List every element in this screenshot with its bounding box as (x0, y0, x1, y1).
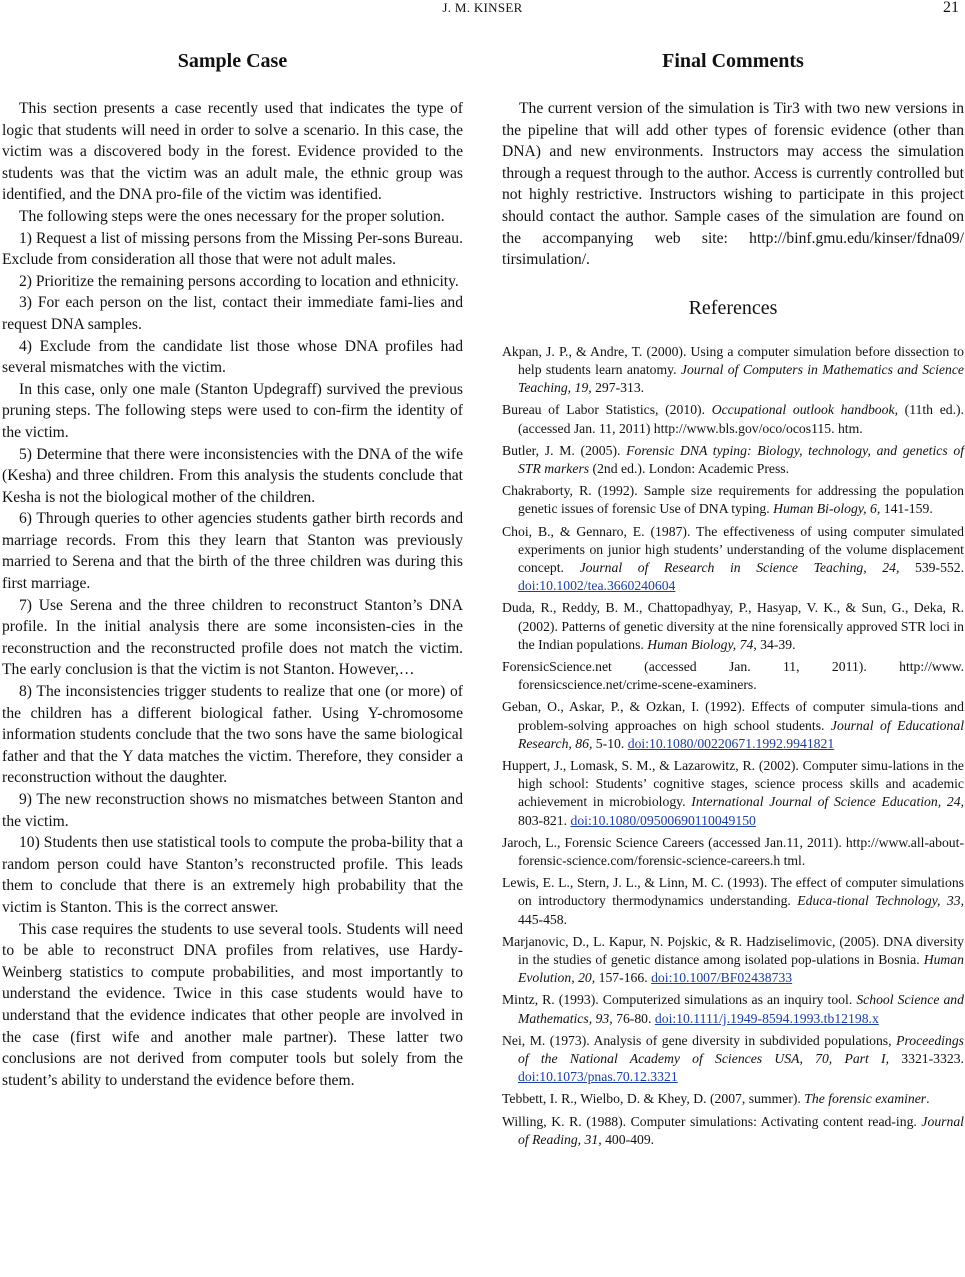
reference-pages: 5-10. (592, 735, 628, 751)
running-header-author: J. M. KINSER (442, 0, 523, 15)
body-paragraph: 9) The new reconstruction shows no mismatches between Stanton and the victim. (2, 791, 463, 830)
reference-item (502, 757, 964, 830)
reference-item (502, 343, 964, 398)
reference-text: Willing, K. R. (1988). Computer simulations: Activating content read-ing. (502, 1113, 922, 1129)
reference-text: Geban, O., Askar, P., & Ozkan, I. (1992). Effects of computer simula-tions and problem-solving approaches on high school students. (502, 699, 964, 733)
reference-text: ForensicScience.net (accessed Jan. 11, 2011). http://www. forensicscience.net/crime-scene-examiners. (502, 659, 964, 693)
section-title-sample-case: Sample Case (177, 50, 288, 72)
reference-text: Mintz, R. (1993). Computerized simulations as an inquiry tool. (502, 992, 857, 1008)
reference-item (502, 834, 964, 870)
reference-pages: 539-552. (899, 559, 965, 575)
reference-pages: 803-821. (518, 812, 571, 828)
reference-source: Human Biology, 74, (647, 636, 757, 652)
reference-item (502, 1032, 964, 1087)
reference-pages: 297-313. (591, 380, 645, 396)
reference-text: Duda, R., Reddy, B. M., Chattopadhyay, P., Hasyap, V. K., & Sun, G., Deka, R. (2002). Patterns of genetic diversity at the nine forensically approved STR loci in the Indian populations. (502, 600, 964, 652)
sample-case-body (2, 98, 463, 1091)
reference-pages: 76-80. (612, 1010, 655, 1026)
reference-doi-link[interactable]: doi:10.1002/tea.3660240604 (518, 578, 676, 594)
reference-list (502, 343, 964, 1149)
reference-doi-link[interactable]: doi:10.1111/j.1949-8594.1993.tb12198.x (654, 1010, 879, 1026)
body-paragraph: 4) Exclude from the candidate list those whose DNA profiles had several mismatches with the victim. (2, 337, 463, 377)
reference-item (502, 991, 964, 1027)
body-paragraph: 2) Prioritize the remaining persons according to location and ethnicity. (19, 272, 459, 290)
body-paragraph: 8) The inconsistencies trigger students to realize that one (or more) of the children has a different biological father. Using Y-chromosome information students conclude that the two sons have the same biological father and that the Y data matches the victim. Therefore, they consider a reconstruction without the daughter. (2, 683, 463, 787)
reference-item (502, 658, 964, 694)
reference-pages: 34-39. (756, 636, 796, 652)
reference-pages: , (11th ed.). (accessed Jan. 11, 2011) http://www.bls.gov/oco/ocos115. htm. (518, 402, 965, 436)
body-paragraph: 6) Through queries to other agencies students gather birth records and marriage records. From this they learn that Stanton was previously married to Serena and that the birth of the three children was during this first marriage. (2, 510, 463, 593)
reference-text: Jaroch, L., Forensic Science Careers (accessed Jan.11, 2011). http://www.all-about-forensic-science.com/forensic-science-careers.h tml. (502, 834, 964, 869)
body-paragraph: In this case, only one male (Stanton Updegraff) survived the previous pruning steps. The following steps were used to con-firm the identity of the victim. (2, 380, 463, 441)
body-paragraph: This case requires the students to use several tools. Students will need to be able to reconstruct DNA profiles from relatives, use Hardy-Weinberg statistics to compute probabilities, and most importantly to understand the evidence. Twice in this case students would have to understand that the evidence indicates that other people are involved in the case (first wife and another male partner). These latter two conclusions are not derived from computer tools but solely from the student’s ability to understand the evidence before them. (2, 920, 463, 1089)
reference-item (502, 599, 964, 654)
body-paragraph: The following steps were the ones necessary for the proper solution. (19, 207, 445, 225)
reference-doi-link[interactable]: doi:10.1073/pnas.70.12.3321 (518, 1069, 678, 1085)
reference-doi-link[interactable]: doi:10.1080/00220671.1992.9941821 (627, 735, 835, 751)
reference-pages: . (926, 1091, 930, 1107)
reference-source: Journal of Educational Research, 86, (518, 717, 964, 751)
reference-pages: 400-409. (601, 1131, 655, 1147)
reference-text: Nei, M. (1973). Analysis of gene diversity in subdivided populations, (502, 1032, 897, 1048)
reference-pages: 3321-3323. (889, 1051, 964, 1067)
reference-doi-link[interactable]: doi:10.1080/09500690110049150 (570, 812, 756, 828)
body-paragraph: This section presents a case recently used that indicates the type of logic that students will need in order to solve a scenario. In this case, the victim was a discovered body in the forest. Evidence provided to the students was that the victim was an adult male, the ethnic group was identified, and the DNA pro-file of the victim was identified. (2, 100, 463, 204)
reference-source: Proceedings of the National Academy of Sciences USA, 70, Part I, (518, 1032, 964, 1067)
reference-source: Journal of Computers in Mathematics and Science Teaching, 19, (518, 361, 964, 396)
reference-source: International Journal of Science Education, 24, (691, 794, 965, 810)
reference-text: Chakraborty, R. (1992). Sample size requirements for addressing the population genetic issues of forensic Use of DNA typing. (502, 483, 964, 517)
page-number: 21 (943, 0, 959, 16)
reference-source: The forensic examiner (804, 1091, 927, 1107)
reference-source: Human Evolution, 20, (518, 952, 964, 986)
section-title-references: References (688, 296, 778, 319)
reference-source: Journal of Reading, 31, (518, 1113, 964, 1147)
reference-item (502, 1090, 964, 1108)
reference-item (502, 698, 964, 753)
reference-item (502, 933, 964, 988)
reference-item (502, 874, 964, 929)
reference-item (502, 442, 964, 478)
reference-source: Human Bi-ology, 6, (773, 501, 881, 517)
reference-text: Akpan, J. P., & Andre, T. (2000). Using a computer simulation before dissection to help students learn anatomy. (502, 343, 964, 377)
reference-text: Tebbett, I. R., Wielbo, D. & Khey, D. (2007, summer). (502, 1091, 805, 1107)
reference-text: Bureau of Labor Statistics, (2010). (502, 402, 712, 418)
right-column (502, 48, 964, 1153)
reference-source: Occupational outlook handbook (711, 402, 895, 418)
left-column (2, 48, 463, 1091)
body-paragraph: 7) Use Serena and the three children to reconstruct Stanton’s DNA profile. In the initial analysis there are some inconsisten-cies in the reconstruction and the reconstructed profile does not match the victim. The early conclusion is that the victim is not Stanton. However,… (2, 596, 463, 679)
reference-text: Huppert, J., Lomask, S. M., & Lazarowitz, R. (2002). Computer simu-lations in the high school: Students’ cognitive stages, science process skills and academic achievement in microbiology. (502, 758, 964, 810)
reference-text: Butler, J. M. (2005). (502, 442, 627, 458)
reference-pages: 141-159. (880, 501, 933, 517)
reference-pages: 157-166. (595, 970, 652, 986)
reference-item (502, 523, 964, 596)
body-paragraph: 3) For each person on the list, contact their immediate fami-lies and request DNA samples. (2, 294, 463, 333)
reference-text: Choi, B., & Gennaro, E. (1987). The effectiveness of using computer simulated experiments on junior high students’ understanding of the volume displacement concept. (502, 523, 964, 575)
reference-source: Journal of Research in Science Teaching, 24, (579, 559, 900, 575)
body-paragraph: 5) Determine that there were inconsistencies with the DNA of the wife (Kesha) and three children. From this analysis the students conclude that Kesha is not the biological mother of the children. (2, 445, 463, 506)
reference-text: Marjanovic, D., L. Kapur, N. Pojskic, & R. Hadziselimovic, (2005). DNA diversity in the studies of genetic distance among isolated pop-ulations in Bosnia. (502, 933, 964, 968)
reference-pages: 445-458. (518, 911, 568, 927)
reference-source: School Science and Mathematics, 93, (518, 992, 964, 1026)
reference-source: Forensic DNA typing: Biology, technology, and genetics of STR markers (518, 442, 964, 476)
reference-doi-link[interactable]: doi:10.1007/BF02438733 (651, 970, 793, 986)
reference-text: Lewis, E. L., Stern, J. L., & Linn, M. C. (1993). The effect of computer simulations on introductory thermodynamics understanding. (502, 875, 964, 909)
final-comments-paragraph: The current version of the simulation is Tir3 with two new versions in the pipeline that will add other types of forensic evidence (other than DNA) and new environments. Instructors may access the simulation through a request through to the author. Access is currently controlled but not highly restrictive. Instructors wishing to participate in this project should contact the author. Sample cases of the simulation are found on the accompanying web site: http://binf.gmu.edu/kinser/fdna09/ tirsimulation/. (502, 100, 964, 269)
section-title-final-comments: Final Comments (662, 50, 804, 72)
reference-item (502, 1113, 964, 1149)
reference-item (502, 482, 964, 518)
body-paragraph: 10) Students then use statistical tools to compute the proba-bility that a random person could have Stanton’s reconstructed profile. This leads them to conclude that there is an extremely high probability that the victim is Stanton. This is the correct answer. (2, 834, 463, 916)
body-paragraph: 1) Request a list of missing persons from the Missing Per-sons Bureau. Exclude from consideration all those that were not adult males. (2, 229, 463, 269)
reference-pages: (2nd ed.). London: Academic Press. (589, 460, 790, 476)
reference-source: Educa-tional Technology, 33, (797, 893, 965, 909)
reference-item (502, 401, 964, 437)
